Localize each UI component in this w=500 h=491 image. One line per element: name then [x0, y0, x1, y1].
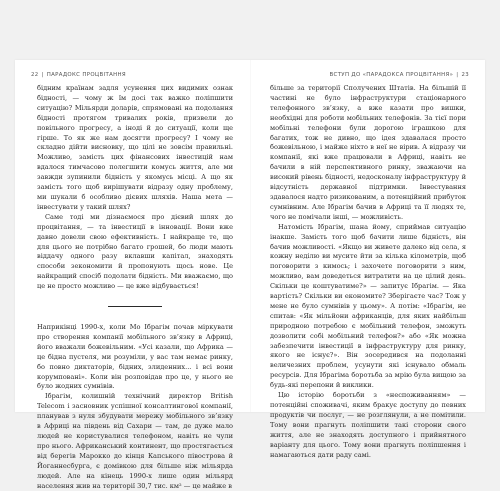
section-divider: [108, 306, 162, 307]
book-spine: [250, 60, 251, 412]
book-spread: [15, 60, 485, 490]
header-separator: |: [41, 72, 44, 78]
right-page-header: [330, 72, 470, 78]
left-page-number: 22: [31, 72, 39, 78]
right-running-head: ВСТУП ДО «ПАРАДОКСА ПРОЦВІТАННЯ»: [329, 72, 454, 78]
body-paragraph: більше за території Сполучених Штатів. На більшій її частині не було інфраструктури стаціонарного телефонного зв’язку, а вже казати про вишки, необхідні для роботи мобільних телефонів. За тієї пори мобільні телефони були дорогою іграшкою для багатих, тож не дивно, що ідея здавалася просто божевільною, і майже ніхто в неї не вірив. А відразу чи компанії, які вже працювали в Африці, навіть не бачили в ній перспективного ринку, зважаючи на високий рівень бідності, недосконалу інфраструктуру й відсутність державної підтримки. Інвестування здавалося надто ризикованим, а потенційний прибуток сумнівним. Але Ібрагім бачив в Африці та її людях те, чого не помічали інші, — можливість.: [270, 84, 466, 221]
right-page-body: [270, 84, 466, 460]
body-paragraph: Наприкінці 1990-х, коли Мо Ібрагім почав міркувати про створення компанії мобільного зв’язку в Африці, його вважали божевільним. «Усі казали, що Африка — це бідна пустеля, ми розуміли, у вас там немає ринку, бо повно диктаторів, бідних, злиденних... і всі вони корумповані». Коли він розповідав про це, у нього не було жодних сумнівів.: [37, 323, 233, 391]
body-paragraph: бідним країнам задля усунення цих видимих ознак бідності, — чому ж їм досі так важко поліпшити ситуацію? Мільярди доларів, спрямовані на подолання бідності протягом тривалих років, призвели до повільного прогресу, а іноді й до ситуації, коли ще гірше. То як же нам досягти прогресу? І чому не складно дійти висновку, що цілі не зовсім правильні. Можливо, замість цих фінансових інвестицій нам вдалося тимчасово полегшити комусь життя, але ми завжди зупинили бідність у якомусь місці. А що як замість того щоб вирішувати відразу одну проблему, ми шукали б особливо дієвих шляхів. Наша мета — інвестувати у такий шлях?: [37, 84, 233, 211]
body-paragraph: Саме тоді ми дізнаємося про дієвий шлях до процвітання, — та інвестиції в інновації. Вони вже давно довели свою ефективність. І найкраще те, що для цього не потрібно багато грошей, бо люди мають віддачу одного разу вклавши капітал, знаходять способи зекономити й пропонують щось нове. Це найкращий спосіб подолати бідність. Ми вважаємо, що це не просто можливо — це вже відбувається!: [37, 212, 233, 291]
body-paragraph: Ібрагім, колишній технічний директор British Telecom і засновник успішної консалтингової компанії, планував з нуля збудувати мережу мобільного зв’язку в Африці на південь від Сахари — там, де дуже мало людей не користувалися телефоном, навіть не чули про нього. Африканський континент, що простягається від берегів Марокко до кінця Капського півострова й Йоганнесбурга, є домівкою для більше ніж мільярда людей. Але на кінець 1990-х лише один мільярд населення жив на території 30,7 тис. км² — це майже в: [37, 392, 233, 490]
left-running-head: ПАРАДОКС ПРОЦВІТАННЯ: [46, 72, 127, 78]
left-page-body: [37, 84, 233, 491]
body-paragraph: Цю історію боротьби з «неспоживанням» — потенційні споживачі, яким бракує доступу до певних продуктів чи послуг, — не розглянули, а не помітили. Тому вони прагнуть поліпшити такі сторони свого життя, але не знаходять доступного і прийнятного варіанту для цього. Тому вони прагнуть поліпшення і намагаються дати раду самі.: [270, 391, 466, 459]
left-page-header: [31, 72, 126, 78]
right-page-number: 23: [461, 72, 469, 78]
header-separator: |: [456, 72, 459, 78]
body-paragraph: Натомість Ібрагім, шана йому, сприймав ситуацію інакше. Замість того щоб бачити лише бідність, він бачив можливості. «Якщо ви живете далеко від села, я кожну неділю ви мусите йти за кілька кілометрів, щоб поговорити з кимось; і захочете поговорити з ним, можливо, вам доведеться витратити на це цілий день. Скільки це коштуватиме?» — запитує Ібрагім. — Яка вартість? Скільки ви економите? Зберігаєте час? Тож у мене не було сумнівів у цьому». А потім: «Ібрагім, не спитав: «Як мільйони африканців, для яких найбільш природною потребою є мобільний телефон, зможуть дозволити собі мобільний телефон?» або «Як можна забезпечити інвестиції в інфраструктуру для ринку, якого не існує?». Він зосередився на подоланні величезних проблем, усунути які існувало обмаль ресурсів. Для Ібрагіма боротьба за мрію була вищою за будь-які перепони й виклики.: [270, 222, 466, 390]
